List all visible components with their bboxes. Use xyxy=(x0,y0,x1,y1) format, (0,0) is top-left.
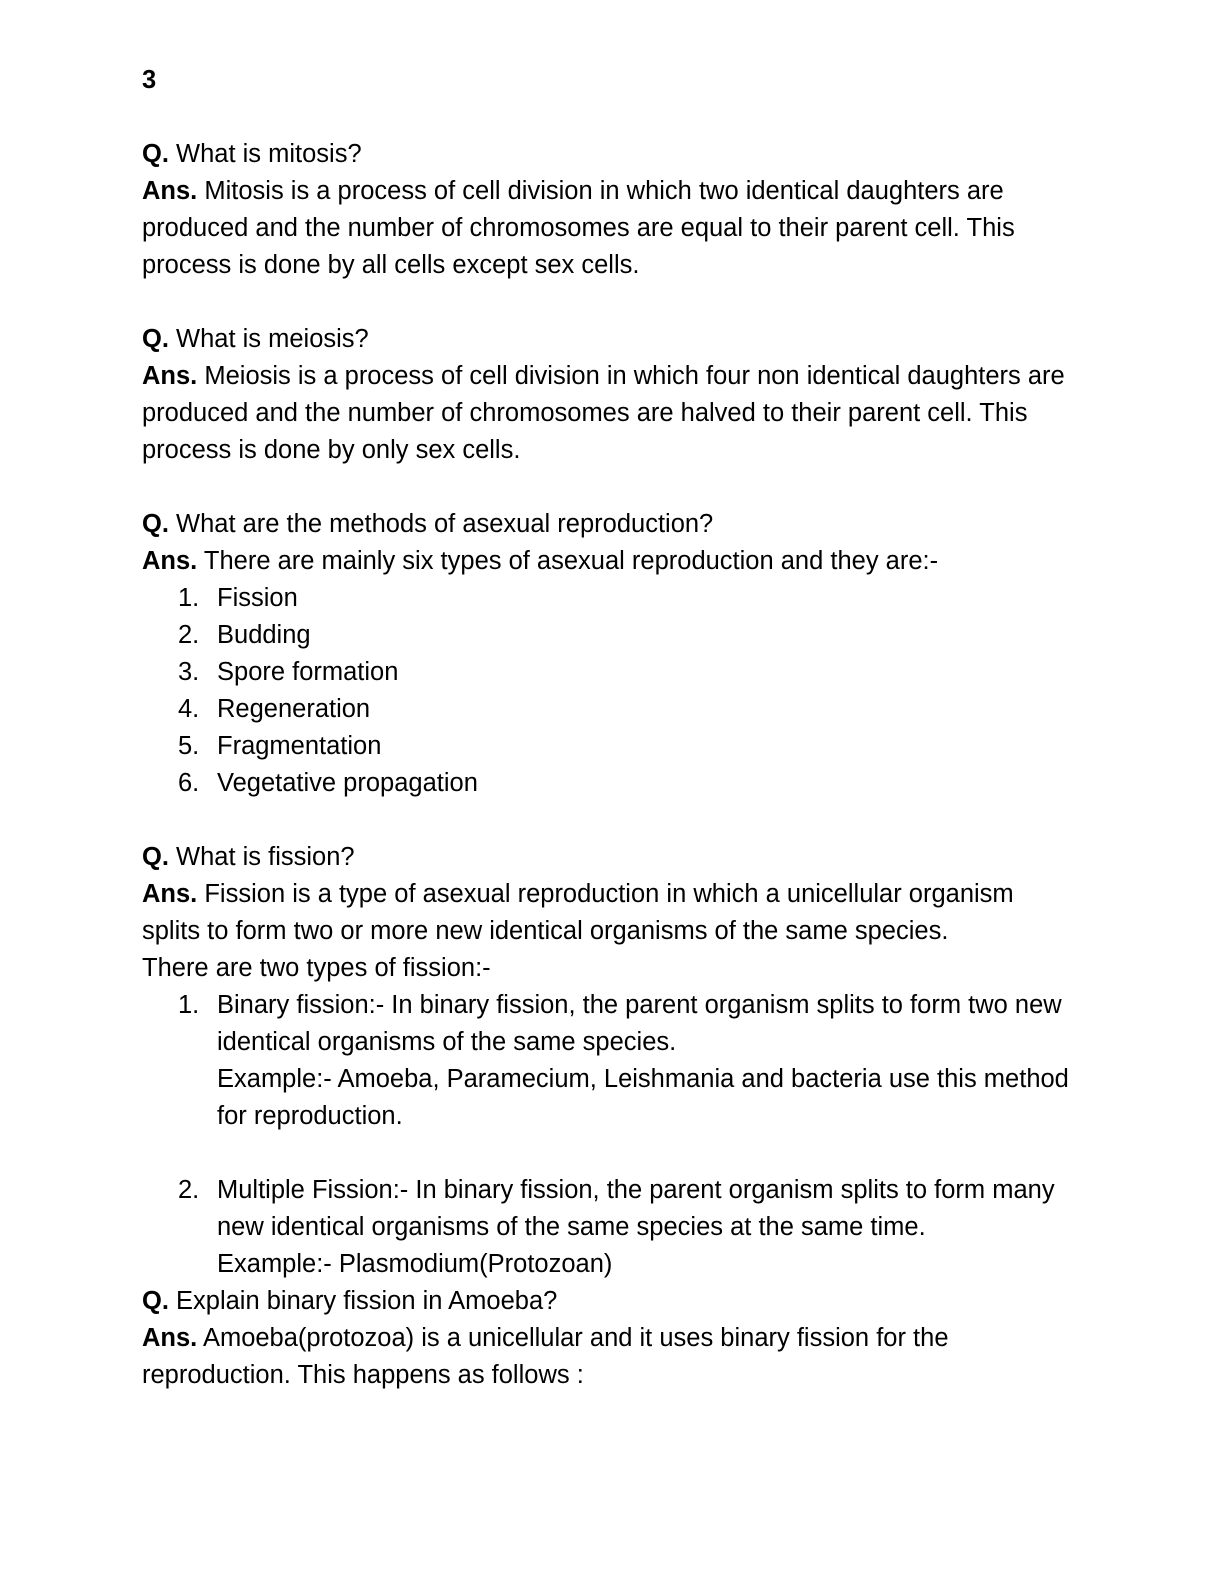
fission-types-list xyxy=(142,987,1074,1283)
question-label: Q. xyxy=(142,325,169,353)
list-item-text: Regeneration xyxy=(217,695,371,723)
list-marker: 5. xyxy=(178,732,200,760)
answer-line xyxy=(142,1320,1074,1394)
answer-label: Ans. xyxy=(142,880,198,908)
question-label: Q. xyxy=(142,843,169,871)
question-text: What are the methods of asexual reproduction? xyxy=(168,510,714,538)
question-line xyxy=(142,506,1074,543)
list-item-text: Spore formation xyxy=(217,658,399,686)
list-item xyxy=(142,728,1074,765)
question-text: Explain binary fission in Amoeba? xyxy=(168,1287,558,1315)
list-item xyxy=(142,691,1074,728)
page-number: 3 xyxy=(142,66,157,94)
answer-text: There are mainly six types of asexual reproduction and they are:- xyxy=(197,547,939,575)
list-item-example: Example:- Amoeba, Paramecium, Leishmania and bacteria use this method for reproduction. xyxy=(217,1065,1069,1130)
answer-label: Ans. xyxy=(142,547,198,575)
question-label: Q. xyxy=(142,510,169,538)
list-item xyxy=(142,654,1074,691)
list-marker: 1. xyxy=(178,584,200,612)
list-marker: 2. xyxy=(178,1176,200,1204)
question-label: Q. xyxy=(142,1287,169,1315)
list-marker: 6. xyxy=(178,769,200,797)
qa-section-asexual-methods xyxy=(142,506,1074,802)
answer-text: Fission is a type of asexual reproduction in which a unicellular organism splits to form two or more new identical organisms of the same species. xyxy=(142,880,1014,945)
list-item-text: Binary fission:- In binary fission, the parent organism splits to form two new identical organisms of the same species. xyxy=(217,991,1062,1056)
fission-types-intro: There are two types of fission:- xyxy=(142,954,491,982)
answer-text: Amoeba(protozoa) is a unicellular and it uses binary fission for the reproduction. This happens as follows : xyxy=(142,1324,949,1389)
answer-line xyxy=(142,876,1074,950)
list-item-text: Budding xyxy=(217,621,311,649)
list-item-text: Fragmentation xyxy=(217,732,382,760)
answer-label: Ans. xyxy=(142,177,198,205)
asexual-methods-list xyxy=(142,580,1074,802)
list-marker: 3. xyxy=(178,658,200,686)
qa-section-binary-fission-amoeba xyxy=(142,1283,1074,1394)
list-item-text: Multiple Fission:- In binary fission, the parent organism splits to form many new identical organisms of the same species at the same time. xyxy=(217,1176,1055,1241)
list-marker: 1. xyxy=(178,991,200,1019)
question-text: What is meiosis? xyxy=(168,325,369,353)
answer-label: Ans. xyxy=(142,1324,198,1352)
list-marker: 4. xyxy=(178,695,200,723)
list-item-text: Fission xyxy=(217,584,298,612)
list-item xyxy=(142,987,1074,1135)
list-item xyxy=(142,580,1074,617)
question-line xyxy=(142,839,1074,876)
question-text: What is mitosis? xyxy=(168,140,362,168)
question-text: What is fission? xyxy=(168,843,355,871)
answer-text: Meiosis is a process of cell division in which four non identical daughters are produced and the number of chromosomes are halved to their parent cell. This process is done by only sex cells. xyxy=(142,362,1065,464)
question-line xyxy=(142,136,1074,173)
qa-section-meiosis xyxy=(142,321,1074,469)
qa-section-fission xyxy=(142,839,1074,1283)
question-line xyxy=(142,1283,1074,1320)
answer-text: Mitosis is a process of cell division in which two identical daughters are produced and the number of chromosomes are equal to their parent cell. This process is done by all cells except sex cells. xyxy=(142,177,1015,279)
question-label: Q. xyxy=(142,140,169,168)
list-item xyxy=(142,765,1074,802)
question-line xyxy=(142,321,1074,358)
list-item xyxy=(142,1172,1074,1283)
list-item xyxy=(142,617,1074,654)
list-item-example: Example:- Plasmodium(Protozoan) xyxy=(217,1250,613,1278)
answer-line xyxy=(142,358,1074,469)
list-marker: 2. xyxy=(178,621,200,649)
list-item-text: Vegetative propagation xyxy=(217,769,478,797)
qa-section-mitosis xyxy=(142,136,1074,284)
answer-line xyxy=(142,543,1074,580)
answer-line xyxy=(142,173,1074,284)
answer-label: Ans. xyxy=(142,362,198,390)
